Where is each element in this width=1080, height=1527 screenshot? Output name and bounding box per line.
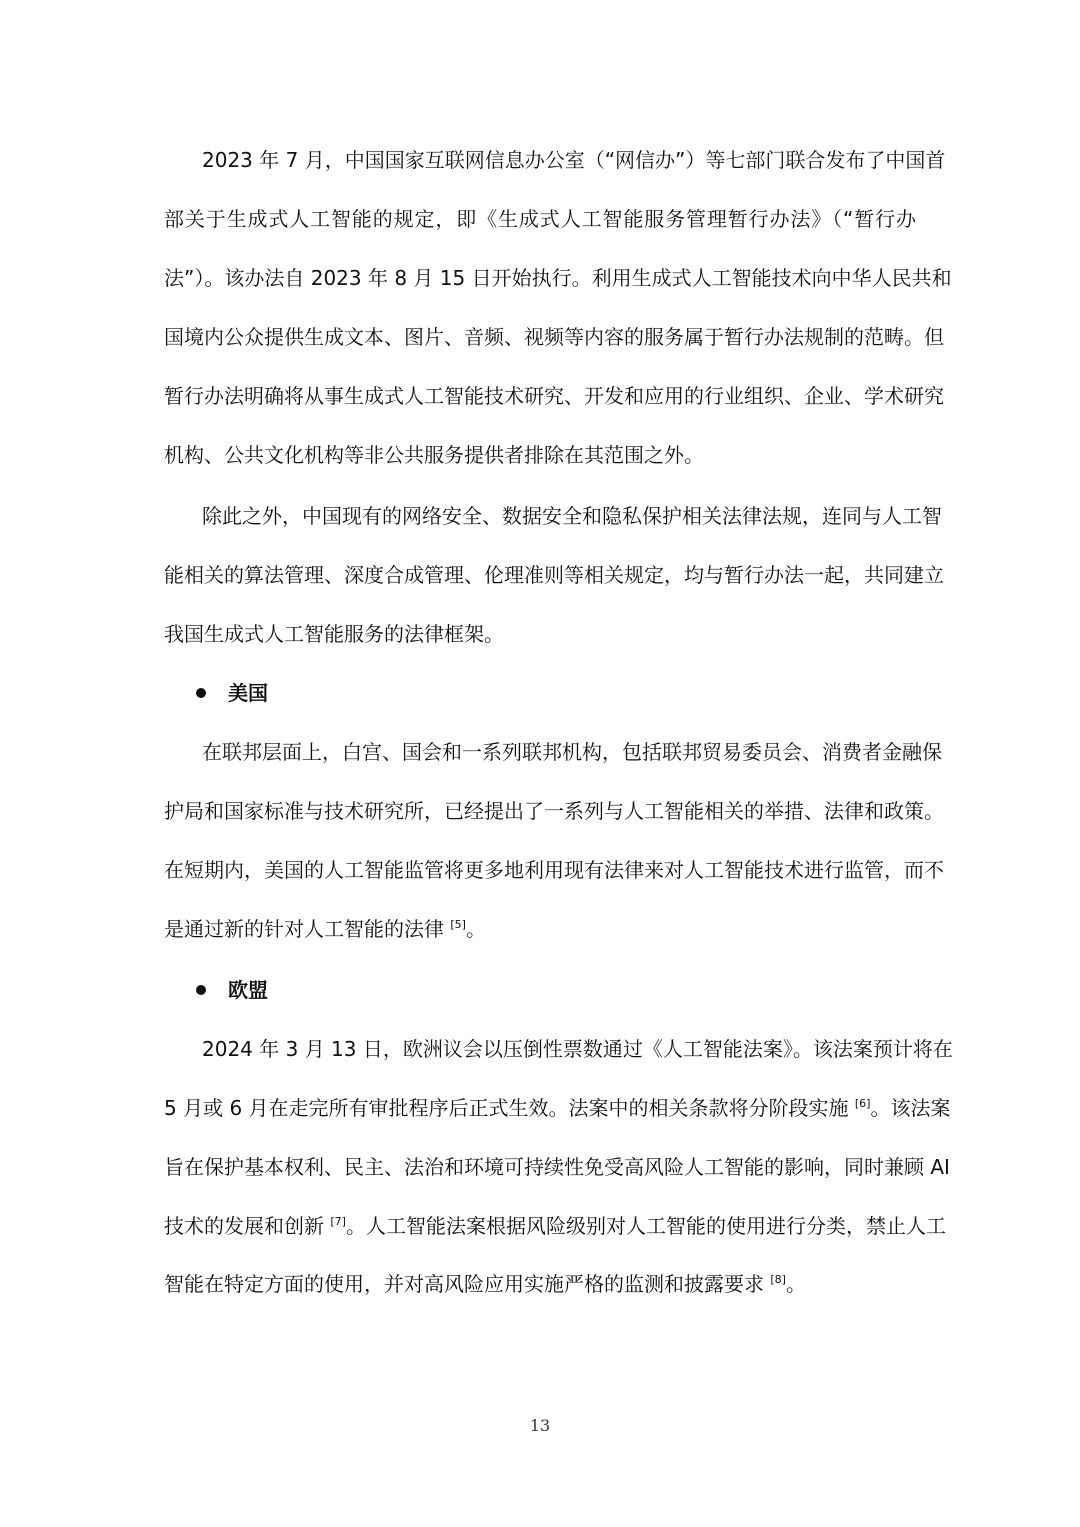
eu-line5-text: 智能在特定方面的使用，并对高风险应用实施严格的监测和披露要求 [164, 1272, 771, 1296]
citation-ref-5[interactable]: [5] [450, 918, 466, 931]
us-line4-end: 。 [465, 917, 486, 941]
eu-line5 [164, 1270, 916, 1298]
eu-line1: 2024 年 3 月 13 日，欧洲议会以压倒性票数通过《人工智能法案》。该法案预计将在 [202, 1037, 953, 1061]
eu-line2-end: 。该法案 [870, 1096, 951, 1120]
citation-ref-6[interactable]: [6] [854, 1097, 871, 1110]
china-para1-line2: 部关于生成式人工智能的规定，即《生成式人工智能服务管理暂行办法》（“暂行办 [164, 207, 916, 231]
eu-line3: 旨在保护基本权利、民主、法治和环境可持续性免受高风险人工智能的影响，同时兼顾 AI [164, 1155, 950, 1179]
eu-line4 [164, 1212, 946, 1240]
bullet-us [196, 688, 206, 698]
us-line2: 护局和国家标准与技术研究所，已经提出了一系列与人工智能相关的举措、法律和政策。 [164, 799, 944, 823]
china-para2-line1: 除此之外，中国现有的网络安全、数据安全和隐私保护相关法律法规，连同与人工智 [202, 504, 942, 528]
us-line4 [164, 915, 916, 943]
us-line3: 在短期内，美国的人工智能监管将更多地利用现有法律来对人工智能技术进行监管，而不 [164, 858, 944, 882]
citation-ref-8[interactable]: [8] [770, 1273, 786, 1286]
china-para2-line2: 能相关的算法管理、深度合成管理、伦理准则等相关规定，均与暂行办法一起，共同建立 [164, 563, 944, 587]
eu-line5-end: 。 [785, 1272, 806, 1296]
china-para2-line3: 我国生成式人工智能服务的法律框架。 [164, 622, 504, 646]
china-para1-line5: 暂行办法明确将从事生成式人工智能技术研究、开发和应用的行业组织、企业、学术研究 [164, 384, 944, 408]
eu-line4-text: 技术的发展和创新 [164, 1214, 331, 1238]
eu-line4-end: 。人工智能法案根据风险级别对人工智能的使用进行分类，禁止人工 [345, 1214, 946, 1238]
china-para1-line1: 2023 年 7 月，中国国家互联网信息办公室（“网信办”）等七部门联合发布了中国首 [202, 148, 946, 172]
china-para1-line6: 机构、公共文化机构等非公共服务提供者排除在其范围之外。 [164, 443, 704, 467]
eu-line2 [164, 1094, 951, 1122]
heading-eu: 欧盟 [228, 978, 268, 1002]
china-para1-line4: 国境内公众提供生成文本、图片、音频、视频等内容的服务属于暂行办法规制的范畴。但 [164, 325, 944, 349]
us-line4-text: 是通过新的针对人工智能的法律 [164, 917, 451, 941]
heading-us: 美国 [228, 681, 268, 705]
citation-ref-7[interactable]: [7] [330, 1215, 346, 1228]
bullet-eu [196, 985, 206, 995]
eu-line2-text: 5 月或 6 月在走完所有审批程序后正式生效。法案中的相关条款将分阶段实施 [164, 1096, 855, 1120]
page-number: 13 [529, 1416, 551, 1435]
us-line1: 在联邦层面上，白宫、国会和一系列联邦机构，包括联邦贸易委员会、消费者金融保 [202, 740, 942, 764]
china-para1-line3: 法”）。该办法自 2023 年 8 月 15 日开始执行。利用生成式人工智能技术向中华人民共和 [164, 266, 952, 290]
